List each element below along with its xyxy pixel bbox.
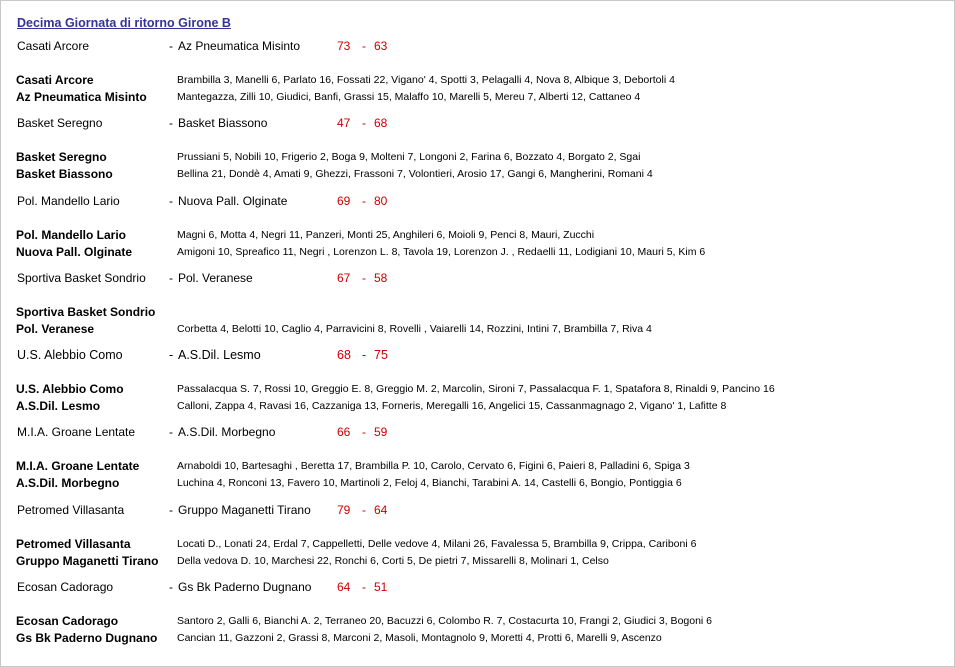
player-scores: Arnaboldi 10, Bartesaghi , Beretta 17, Brambilla P. 10, Carolo, Cervato 6, Figini 6, Paieri 8, Palladini 6, Spiga 3 <box>177 460 690 472</box>
home-team: U.S. Alebbio Como <box>17 348 123 362</box>
separator: - <box>169 580 173 594</box>
separator: - <box>169 425 173 439</box>
home-score: 79 <box>337 503 351 517</box>
home-team: Sportiva Basket Sondrio <box>17 271 146 285</box>
score-dash: - <box>362 425 366 439</box>
player-scores: Magni 6, Motta 4, Negri 11, Panzeri, Monti 25, Anghileri 6, Moioli 9, Penci 8, Mauri, Zucchi <box>177 229 595 241</box>
team-name: Gruppo Maganetti Tirano <box>16 554 159 568</box>
home-team: Basket Seregno <box>17 116 103 130</box>
separator: - <box>169 116 173 130</box>
home-score: 69 <box>337 194 351 208</box>
separator: - <box>169 39 173 53</box>
home-team: Petromed Villasanta <box>17 503 125 517</box>
away-team: Gs Bk Paderno Dugnano <box>178 580 312 594</box>
player-scores: Amigoni 10, Spreafico 11, Negri , Lorenzon L. 8, Tavola 19, Lorenzon J. , Redaelli 11, Lodigiani 10, Mauri 5, Kim 6 <box>177 246 706 258</box>
away-team: Pol. Veranese <box>178 271 253 285</box>
player-scores: Cancian 11, Gazzoni 2, Grassi 8, Marconi 2, Masoli, Montagnolo 9, Moretti 4, Protti 6, Marelli 9, Ascenzo <box>177 632 662 644</box>
player-scores: Locati D., Lonati 24, Erdal 7, Cappelletti, Delle vedove 4, Milani 26, Favalessa 5, Brambilla 9, Crippa, Cariboni 6 <box>177 538 697 550</box>
away-score: 51 <box>374 580 388 594</box>
score-dash: - <box>362 580 366 594</box>
score-dash: - <box>362 271 366 285</box>
team-name: Basket Biassono <box>16 167 113 181</box>
player-scores: Brambilla 3, Manelli 6, Parlato 16, Fossati 22, Vigano' 4, Spotti 3, Pelagalli 4, Nova 8, Albique 3, Debortoli 4 <box>177 74 675 86</box>
home-team: M.I.A. Groane Lentate <box>17 425 136 439</box>
home-team: Casati Arcore <box>17 39 90 53</box>
page-title: Decima Giornata di ritorno Girone B <box>17 16 231 30</box>
away-score: 58 <box>374 271 388 285</box>
home-score: 68 <box>337 348 351 362</box>
away-score: 64 <box>374 503 388 517</box>
team-name: M.I.A. Groane Lentate <box>16 459 140 473</box>
score-dash: - <box>362 116 366 130</box>
team-name: A.S.Dil. Morbegno <box>16 476 120 490</box>
player-scores: Della vedova D. 10, Marchesi 22, Ronchi 6, Corti 5, De pietri 7, Missarelli 8, Molinari 1, Celso <box>177 555 609 567</box>
away-score: 59 <box>374 425 388 439</box>
player-scores: Luchina 4, Ronconi 13, Favero 10, Martinoli 2, Feloj 4, Bianchi, Tarabini A. 14, Castelli 6, Bongio, Pontiggia 6 <box>177 477 682 489</box>
away-score: 63 <box>374 39 388 53</box>
away-team: Basket Biassono <box>178 116 268 130</box>
home-score: 73 <box>337 39 351 53</box>
team-name: Petromed Villasanta <box>16 537 131 551</box>
team-name: Nuova Pall. Olginate <box>16 245 133 259</box>
player-scores: Corbetta 4, Belotti 10, Caglio 4, Parravicini 8, Rovelli , Vaiarelli 14, Rozzini, Intini 7, Brambilla 7, Riva 4 <box>177 323 652 335</box>
player-scores: Passalacqua S. 7, Rossi 10, Greggio E. 8, Greggio M. 2, Marcolin, Sironi 7, Passalacqua F. 1, Spatafora 8, Rinaldi 9, Pancino 16 <box>177 383 775 395</box>
separator: - <box>169 271 173 285</box>
away-score: 75 <box>374 348 388 362</box>
away-team: Nuova Pall. Olginate <box>178 194 288 208</box>
home-team: Ecosan Cadorago <box>17 580 114 594</box>
team-name: Sportiva Basket Sondrio <box>16 305 156 319</box>
score-dash: - <box>362 348 367 362</box>
separator: - <box>169 348 174 362</box>
score-dash: - <box>362 39 366 53</box>
separator: - <box>169 503 173 517</box>
team-name: U.S. Alebbio Como <box>16 382 124 396</box>
team-name: Ecosan Cadorago <box>16 614 119 628</box>
separator: - <box>169 194 173 208</box>
home-score: 66 <box>337 425 351 439</box>
team-name: Pol. Veranese <box>16 322 95 336</box>
player-scores: Calloni, Zappa 4, Ravasi 16, Cazzaniga 13, Forneris, Meregalli 16, Angelici 15, Cassanmagnago 2, Vigano' 1, Lafitte 8 <box>177 400 727 412</box>
score-dash: - <box>362 503 366 517</box>
away-team: Gruppo Maganetti Tirano <box>178 503 311 517</box>
away-team: A.S.Dil. Lesmo <box>178 348 261 362</box>
team-name: Az Pneumatica Misinto <box>16 90 147 104</box>
team-name: Basket Seregno <box>16 150 107 164</box>
team-name: A.S.Dil. Lesmo <box>16 399 101 413</box>
home-score: 67 <box>337 271 351 285</box>
player-scores: Santoro 2, Galli 6, Bianchi A. 2, Terraneo 20, Bacuzzi 6, Colombo R. 7, Costacurta 10, Frangi 2, Giudici 3, Bogoni 6 <box>177 615 713 627</box>
away-team: Az Pneumatica Misinto <box>178 39 301 53</box>
away-team: A.S.Dil. Morbegno <box>178 425 276 439</box>
score-dash: - <box>362 194 366 208</box>
home-team: Pol. Mandello Lario <box>17 194 120 208</box>
team-name: Gs Bk Paderno Dugnano <box>16 631 158 645</box>
away-score: 68 <box>374 116 388 130</box>
home-score: 47 <box>337 116 351 130</box>
home-score: 64 <box>337 580 351 594</box>
player-scores: Bellina 21, Dondè 4, Amati 9, Ghezzi, Frassoni 7, Volontieri, Arosio 17, Gangi 6, Mangherini, Romani 4 <box>177 168 653 180</box>
player-scores: Mantegazza, Zilli 10, Giudici, Banfi, Grassi 15, Malaffo 10, Marelli 5, Mereu 7, Alberti 12, Cattaneo 4 <box>177 91 641 103</box>
team-name: Casati Arcore <box>16 73 94 87</box>
player-scores: Prussiani 5, Nobili 10, Frigerio 2, Boga 9, Molteni 7, Longoni 2, Farina 6, Bozzato 4, Borgato 2, Sgai <box>177 151 641 163</box>
team-name: Pol. Mandello Lario <box>16 228 127 242</box>
away-score: 80 <box>374 194 388 208</box>
